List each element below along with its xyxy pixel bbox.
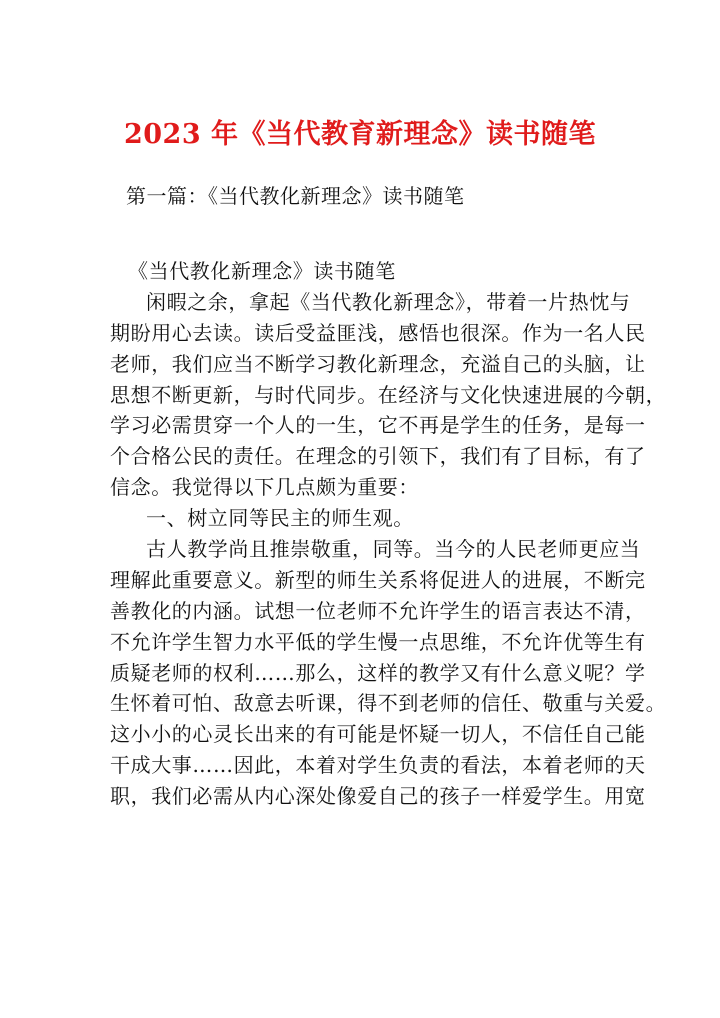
- paragraph-line: 闲暇之余，拿起《当代教化新理念》，带着一片热忱与: [146, 289, 631, 314]
- document-title: 2023 年《当代教育新理念》读书随笔: [123, 119, 597, 150]
- paragraph-line: 质疑老师的权利……那么，这样的教学又有什么意义呢？学: [110, 660, 646, 685]
- paragraph-line: 理解此重要意义。新型的师生关系将促进人的进展，不断完: [110, 567, 646, 592]
- point-heading: 一、树立同等民主的师生观。: [146, 506, 414, 531]
- paragraph-line: 思想不断更新，与时代同步。在经济与文化快速进展的今朝，: [110, 382, 667, 407]
- paragraph-line: 生怀着可怕、敌意去听课，得不到老师的信任、敬重与关爱。: [110, 691, 667, 716]
- paragraph-line: 干成大事……因此，本着对学生负责的看法，本着老师的天: [110, 753, 646, 778]
- paragraph-line: 古人教学尚且推崇敬重，同等。当今的人民老师更应当: [146, 537, 641, 562]
- paragraph-line: 职，我们必需从内心深处像爱自己的孩子一样爱学生。用宽: [110, 784, 646, 809]
- paragraph-line: 信念。我觉得以下几点颇为重要：: [110, 475, 419, 500]
- paragraph-line: 学习必需贯穿一个人的一生，它不再是学生的任务，是每一: [110, 413, 646, 438]
- document-body: [110, 256, 667, 812]
- paragraph-line: 善教化的内涵。试想一位老师不允许学生的语言表达不清，: [110, 598, 646, 623]
- section-heading: 《当代教化新理念》读书随笔: [128, 259, 396, 283]
- document-subtitle: 第一篇：《当代教化新理念》读书随笔: [126, 184, 465, 208]
- paragraph-line: 期盼用心去读。读后受益匪浅，感悟也很深。作为一名人民: [110, 320, 646, 345]
- paragraph-line: 个合格公民的责任。在理念的引领下，我们有了目标，有了: [110, 444, 646, 469]
- paragraph-line: 老师，我们应当不断学习教化新理念，充溢自己的头脑，让: [110, 351, 646, 376]
- paragraph-line: 不允许学生智力水平低的学生慢一点思维，不允许优等生有: [110, 629, 646, 654]
- paragraph-line: 这小小的心灵长出来的有可能是怀疑一切人，不信任自己能: [110, 722, 646, 747]
